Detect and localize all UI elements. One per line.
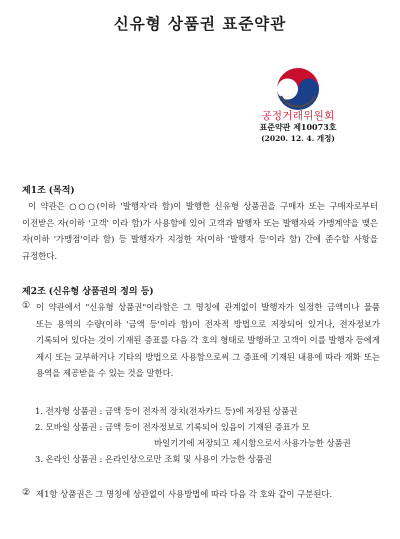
article1-heading: 제1조 (목적) <box>22 186 75 196</box>
clause1-number: ① <box>22 301 31 311</box>
list-item: 3. 온라인 상품권 : 온라인상으로만 조회 및 사용이 가능한 상품권 <box>35 454 273 464</box>
taegeuk-seal-icon <box>275 66 321 112</box>
agency-name: 공정거래위원회 <box>261 110 335 122</box>
list-item: 1. 전자형 상품권 : 금액 등이 전자적 장치(전자카드 등)에 저장된 상품권 <box>35 406 298 416</box>
standard-number: 표준약관 제10073호 <box>259 122 337 132</box>
revision-date: (2020. 12. 4. 개정) <box>261 134 335 143</box>
clause2-body: 제1항 상품권은 그 명칭에 상관없이 사용방법에 따라 다음 각 호와 같이 구분된다. <box>36 489 333 499</box>
list-item-continuation: 바일기기에 저장되고 제시함으로서 사용가능한 상품권 <box>154 438 351 448</box>
clause2-number: ② <box>22 488 31 498</box>
document-title: 신유형 상품권 표준약관 <box>113 14 287 33</box>
article1-body: 이 약관은 ○○○(이하 '발행자'라 함)이 발행한 신유형 상품권을 구매자 또는 구매자로부터 이전받은 자(이하 '고객' 이라 함)가 사용함에 있어 고객과 발행자 또는 발행자와 가맹계약을 맺은 자(이하 '가맹점'이라 함) 등 발행자가 지정한 자(이하 '발행자 등'이라 함) 간에 준수할 사항을 규정한다. <box>22 201 378 261</box>
list-item: 2. 모바일 상품권 : 금액 등이 전자정보로 기록되어 있음이 기재된 증표가 모 <box>35 422 310 432</box>
article2-heading: 제2조 (신유형 상품권의 정의 등) <box>22 287 154 297</box>
clause1-body: 이 약관에서 "신유형 상품권"이라함은 그 명칭에 관계없이 발행자가 일정한 금액이나 물품 또는 용역의 수량(이하 '금액 등'이라 함)이 전자적 방법으로 저장되어 있거나, 전자정보가 기록되어 있다는 것이 기재된 증표를 다음 각 호의 형태로 발행하고 고객이 이를 발행자 등에게 제시 또는 교부하거나 기타의 방법으로 사용함으로써 그 증표에 기재된 내용에 따라 재화 또는 용역을 제공받을 수 있는 것을 말한다. <box>36 302 380 379</box>
